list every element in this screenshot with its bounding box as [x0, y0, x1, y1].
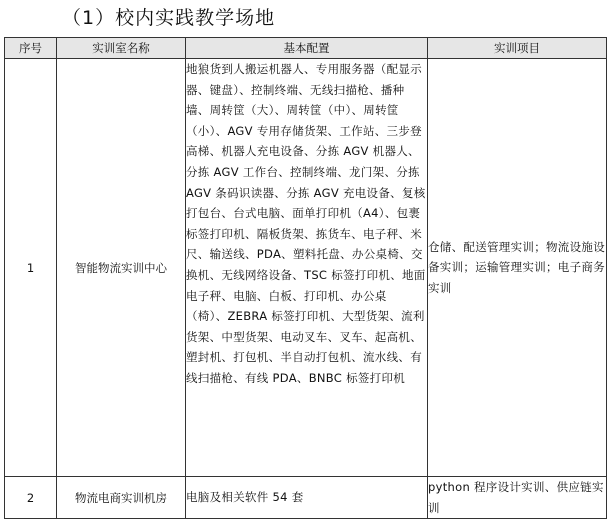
row-room-name: 智能物流实训中心	[57, 59, 186, 477]
header-room-name: 实训室名称	[57, 38, 186, 59]
header-projects: 实训项目	[428, 38, 607, 59]
row-config: 地狼货到人搬运机器人、专用服务器（配显示器、键盘）、控制终端、无线扫描枪、播种墙、周转筐（大）、周转筐（中）、周转筐（小）、AGV 专用存储货架、工作站、三步登高梯、机器人充电设备、分拣 AGV 机器人、分拣 AGV 工作台、控制终端、龙门架、分拣 AGV 条码识读器、分拣 AGV 充电设备、复核打包台、台式电脑、面单打印机（A4）、包裹标签打印机、隔板货架、拣货车、电子秤、米尺、输送线、PDA、塑料托盘、办公桌椅、交换机、无线网络设备、TSC 标签打印机、地面电子秤、电脑、白板、打印机、办公桌（椅）、ZEBRA 标签打印机、大型货架、流利货架、中型货架、电动叉车、叉车、起高机、塑封机、打包机、半自动打包机、流水线、有线扫描枪、有线 PDA、BNBC 标签打印机	[186, 59, 428, 477]
header-no: 序号	[5, 38, 57, 59]
row-room-name: 物流电商实训机房	[57, 477, 186, 519]
training-venues-table	[4, 37, 607, 519]
row-config: 电脑及相关软件 54 套	[186, 477, 428, 519]
row-no: 2	[5, 477, 57, 519]
table-row	[5, 59, 607, 477]
table-header-row	[5, 38, 607, 59]
header-config: 基本配置	[186, 38, 428, 59]
table-row	[5, 477, 607, 519]
row-projects: python 程序设计实训、供应链实训	[428, 477, 607, 519]
row-no: 1	[5, 59, 57, 477]
row-projects: 仓储、配送管理实训；物流设施设备实训；运输管理实训；电子商务实训	[428, 59, 607, 477]
section-heading: （1）校内实践教学场地	[62, 7, 276, 29]
